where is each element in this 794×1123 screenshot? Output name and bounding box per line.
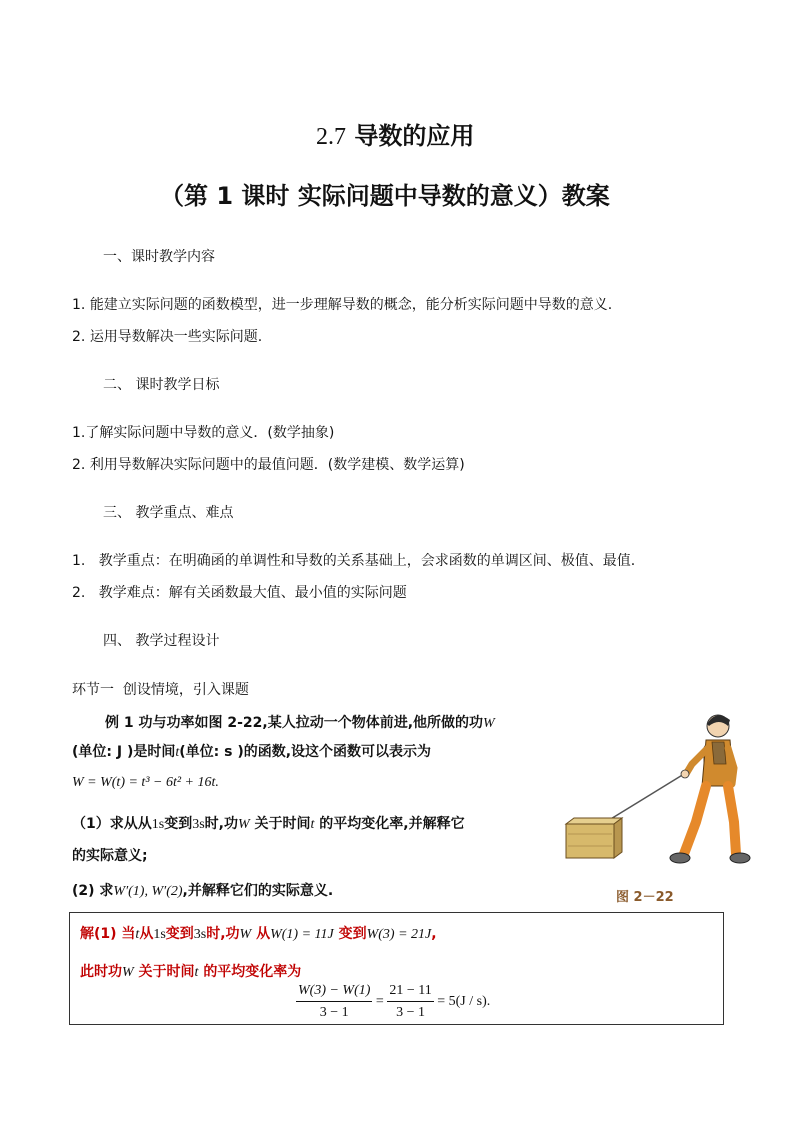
list-item: 2. 运用导数解决一些实际问题.	[72, 329, 263, 345]
section-heading-1: 一、课时教学内容	[103, 249, 215, 265]
solution-line-1: 解(1) 当t从1s变到3s时,功W 从W(1) = 11J 变到W(3) = 21J,	[80, 926, 437, 942]
fraction-1: $\frac{W(3) - W(1)}{3 - 1}$	[298, 983, 371, 1020]
step-heading	[72, 679, 249, 699]
example-line-1: 例 1 功与功率如图 2-22,某人拉动一个物体前进,他所做的功W	[105, 715, 495, 731]
question-1: （1）求从从1s变到3s时,功W 关于时间t 的平均变化率,并解释它	[72, 816, 465, 832]
section-heading-2: 二、 课时教学日标	[103, 377, 220, 393]
page-subtitle: （第 1 课时 实际问题中导数的意义）教案	[160, 182, 610, 210]
box-icon	[566, 818, 622, 858]
step-label: 环节一	[72, 682, 114, 698]
list-item: 2. 教学难点：解有关函数最大值、最小值的实际问题	[72, 585, 407, 601]
fraction-2: $\frac{21 - 11}{3 - 1}$	[389, 983, 432, 1020]
person-icon	[670, 715, 750, 863]
solution-box	[69, 912, 724, 1025]
page-title-line1	[316, 116, 474, 151]
solution-line-2: 此时功W 关于时间t 的平均变化率为	[80, 964, 302, 980]
example-line-2: (单位: J )是时间t(单位: s )的函数,设这个函数可以表示为	[72, 744, 432, 760]
list-item: 2. 利用导数解决实际问题中的最值问题．(数学建模、数学运算)	[72, 457, 465, 473]
step-text: 创设情境，引入课题	[122, 682, 249, 698]
question-2: (2) 求W′(1), W′(2),并解释它们的实际意义.	[72, 883, 334, 899]
list-item: 1. 能建立实际问题的函数模型，进一步理解导数的概念，能分析实际问题中导数的意义.	[72, 297, 613, 313]
question-1-line-2: 的实际意义;	[72, 848, 148, 864]
section-heading-3: 三、 教学重点、难点	[103, 505, 234, 521]
section-number: 2.7	[316, 124, 346, 150]
section-heading-4: 四、 教学过程设计	[103, 633, 220, 649]
list-item: 1.了解实际问题中导数的意义．(数学抽象)	[72, 425, 335, 441]
work-formula: W = W(t) = t³ − 6t² + 16t.	[72, 775, 219, 790]
list-item: 1. 教学重点：在明确函的单调性和导数的关系基础上，会求函数的单调区间、极值、最值.	[72, 553, 636, 569]
page-title-text: 导数的应用	[354, 122, 475, 150]
person-pulling-box-illustration	[556, 704, 756, 869]
average-rate-formula: $\frac{W(3) - W(1)}{3 - 1}$ = $\frac{21 - 11}{3 - 1}$ = 5(J / s).	[298, 983, 491, 1020]
figure-caption: 图 2－22	[616, 890, 674, 905]
